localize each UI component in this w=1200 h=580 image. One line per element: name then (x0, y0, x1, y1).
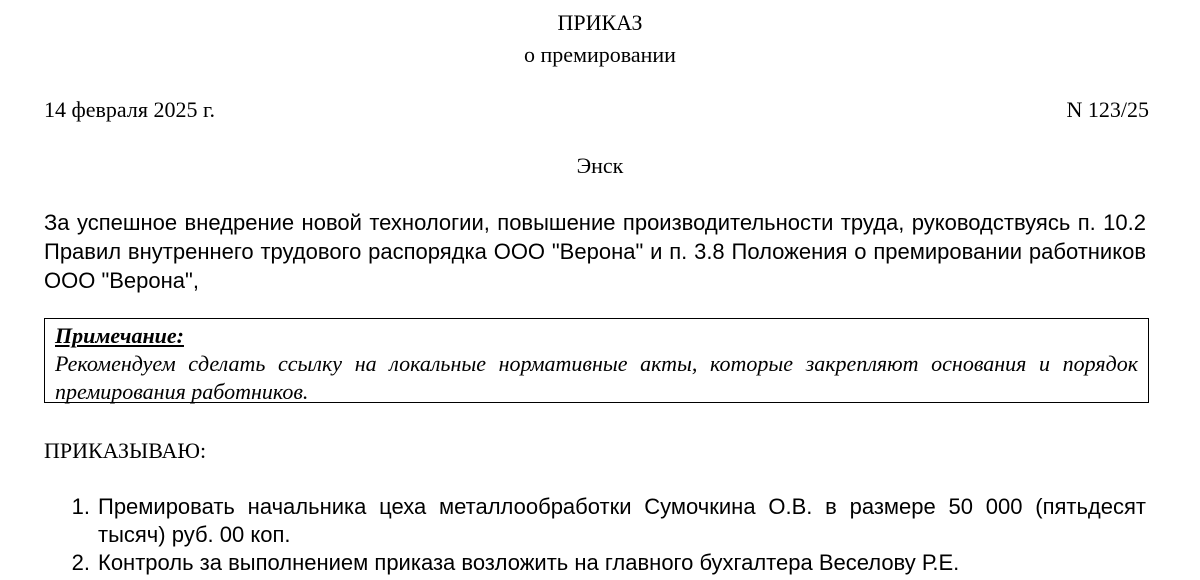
preamble-paragraph: За успешное внедрение новой технологии, повышение производительности труда, руководствуясь п. 10.2 Правил внутреннего трудового распорядка ООО "Верона" и п. 3.8 Положения о премировании работников ООО "Верона", (44, 210, 1146, 293)
document-number: N 123/25 (1066, 97, 1149, 122)
document-title: ПРИКАЗ (557, 10, 643, 35)
note-text: Рекомендуем сделать ссылку на локальные нормативные акты, которые закрепляют основания и порядок премирования работников. (55, 351, 1138, 404)
order-list (44, 493, 1146, 577)
order-heading: ПРИКАЗЫВАЮ: (44, 438, 207, 463)
document-date: 14 февраля 2025 г. (44, 97, 216, 122)
order-item-number: 2. (71, 550, 90, 575)
order-item-number: 1. (71, 494, 90, 519)
order-item-text: Контроль за выполнением приказа возложить на главного бухгалтера Веселову Р.Е. (98, 550, 960, 575)
document-subtitle: о премировании (524, 42, 676, 67)
order-item (44, 493, 1146, 549)
note-title: Примечание: (55, 323, 184, 348)
document-city: Энск (576, 153, 624, 178)
order-item-text: Премировать начальника цеха металлообработки Сумочкина О.В. в размере 50 000 (пятьдесят тысяч) руб. 00 коп. (98, 494, 1146, 547)
order-item (44, 549, 1146, 577)
note-box (44, 318, 1149, 403)
